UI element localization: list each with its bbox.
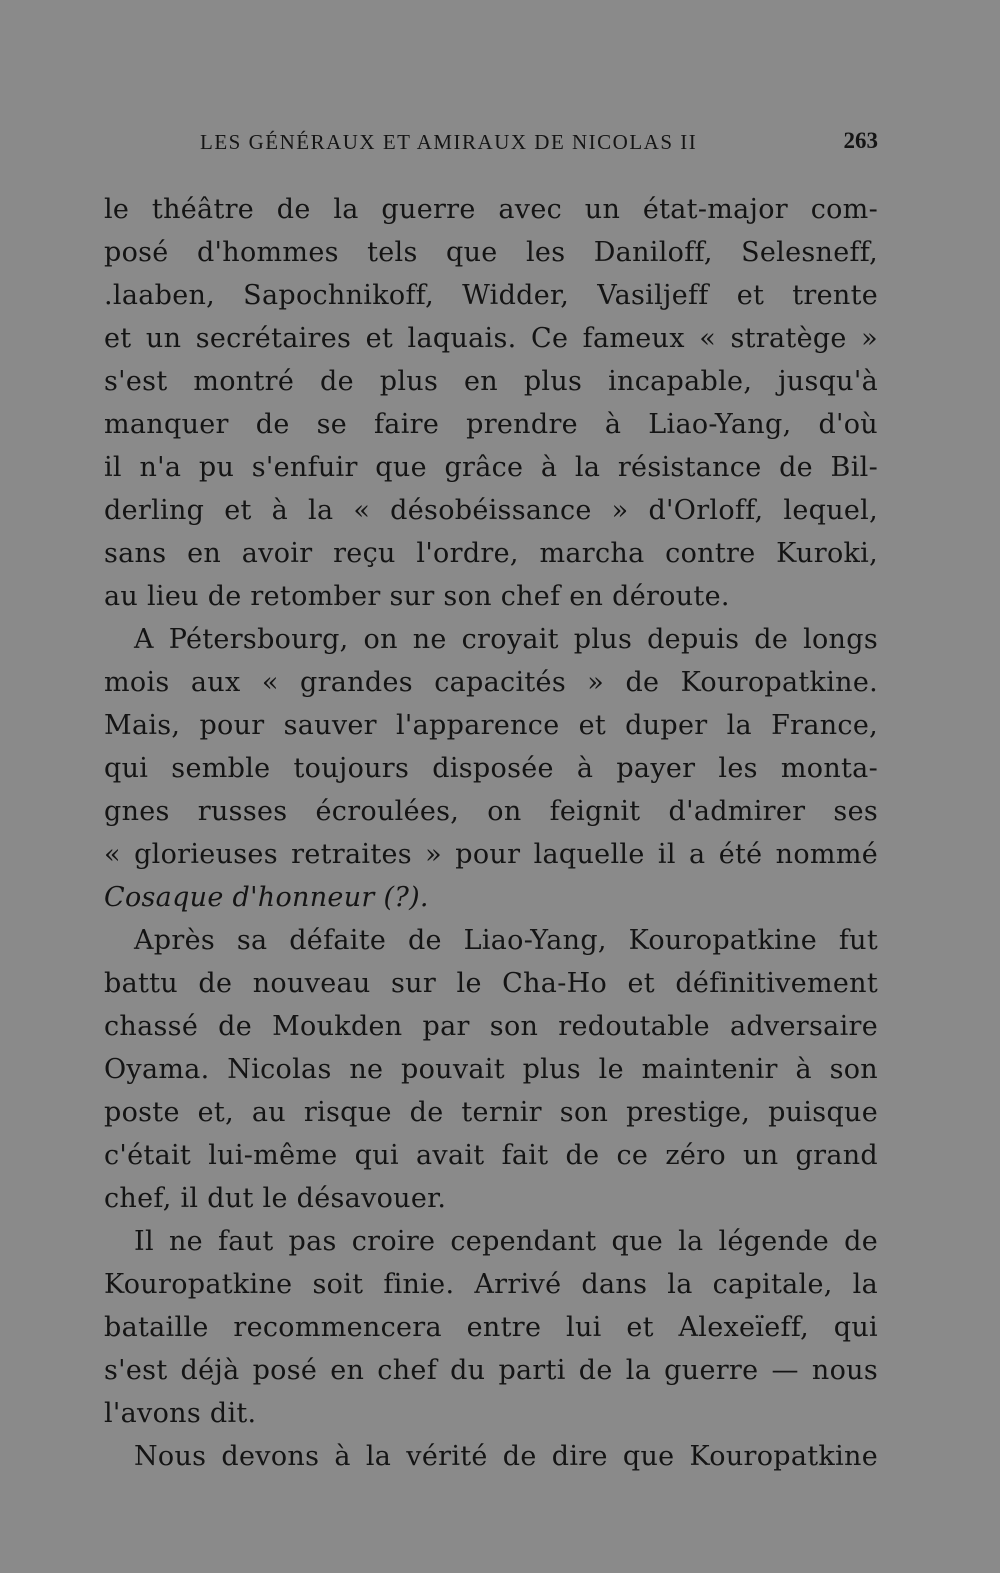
text-line: qui semble toujours disposée à payer les monta- — [104, 753, 878, 784]
text-line: mois aux « grandes capacités » de Kouropatkine. — [104, 667, 878, 698]
text-line: Nous devons à la vérité de dire que Kouropatkine — [134, 1441, 878, 1472]
text-line: au lieu de retomber sur son chef en déroute. — [104, 581, 730, 612]
text-line: s'est déjà posé en chef du parti de la guerre — nous — [104, 1355, 878, 1386]
text-line: le théâtre de la guerre avec un état-major com- — [104, 194, 878, 225]
text-line: « glorieuses retraites » pour laquelle il a été nommé — [104, 839, 878, 870]
text-line: derling et à la « désobéissance » d'Orloff, lequel, — [104, 495, 878, 526]
text-line: Il ne faut pas croire cependant que la légende de — [134, 1226, 878, 1257]
text-line: il n'a pu s'enfuir que grâce à la résistance de Bil- — [104, 452, 878, 483]
text-line: battu de nouveau sur le Cha-Ho et définitivement — [104, 968, 878, 999]
text-line: .laaben, Sapochnikoff, Widder, Vasiljeff et trente — [104, 280, 878, 311]
running-head — [104, 126, 878, 160]
text-line: sans en avoir reçu l'ordre, marcha contre Kuroki, — [104, 538, 878, 569]
text-line: chef, il dut le désavouer. — [104, 1183, 447, 1214]
text-line: Cosaque d'honneur (?). — [104, 882, 429, 913]
page-number: 263 — [843, 128, 878, 153]
text-line: manquer de se faire prendre à Liao-Yang, d'où — [104, 409, 878, 440]
text-line: c'était lui-même qui avait fait de ce zéro un grand — [104, 1140, 878, 1171]
text-line: l'avons dit. — [104, 1398, 257, 1429]
text-line: Oyama. Nicolas ne pouvait plus le maintenir à son — [104, 1054, 878, 1085]
text-line: poste et, au risque de ternir son prestige, puisque — [104, 1097, 878, 1128]
text-line: Kouropatkine soit finie. Arrivé dans la capitale, la — [104, 1269, 878, 1300]
text-line: chassé de Moukden par son redoutable adversaire — [104, 1011, 878, 1042]
text-line: posé d'hommes tels que les Daniloff, Selesneff, — [104, 237, 878, 268]
text-line: bataille recommencera entre lui et Alexeïeff, qui — [104, 1312, 878, 1343]
text-line: gnes russes écroulées, on feignit d'admirer ses — [104, 796, 878, 827]
text-line: s'est montré de plus en plus incapable, jusqu'à — [104, 366, 878, 397]
text-line: Après sa défaite de Liao-Yang, Kouropatkine fut — [134, 925, 878, 956]
text-line: Mais, pour sauver l'apparence et duper la France, — [104, 710, 878, 741]
text-line: et un secrétaires et laquais. Ce fameux « stratège » — [104, 323, 878, 354]
running-title: LES GÉNÉRAUX ET AMIRAUX DE NICOLAS II — [200, 130, 698, 154]
text-line: A Pétersbourg, on ne croyait plus depuis de longs — [134, 624, 878, 655]
